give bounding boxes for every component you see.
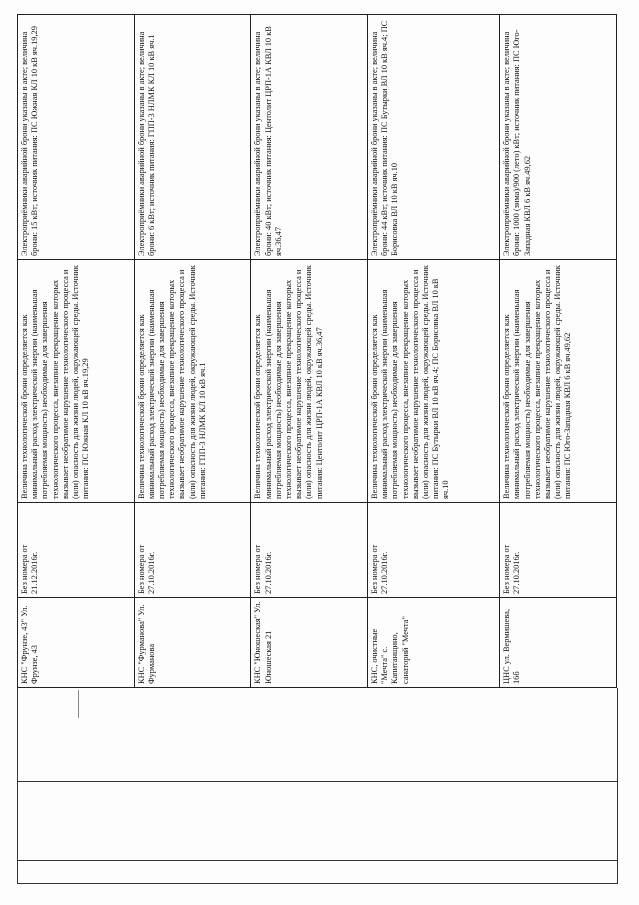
emergency-reserve-text: Электроприёмники аварийной брони указаны в акте; величина брони: 1000 (зима)/900 (лето) кВт; источник питания: ПС Юго-Западная КВЛ 6 кВ яч.49,62 xyxy=(502,29,532,256)
object-cell xyxy=(368,598,500,688)
row-divider xyxy=(17,781,618,782)
emergency-reserve-cell xyxy=(368,15,500,260)
object-text: КНС, очистные "Мечта" с. Капитанщино, санаторий "Мечта" xyxy=(370,616,410,684)
rotated-table-container xyxy=(17,15,617,688)
table-border-right xyxy=(617,688,618,884)
permit-text: Без номера от 27.10.2016г. xyxy=(253,544,273,594)
tech-reserve-text: Величина технологической брони определяется как минимальный расход электрической энергии (наименьшая потребляемая мощность) необходимые для завершения технологического процесса, внезапное прекращение которых вызывает необратимое нарушение технологического процесса и (или) опасность для жизни людей, окружающей среды. Источник питания: ПС Бутырки ВЛ 10 кВ яч.4; ПС Борисовка ВЛ 10 кВ яч.10 xyxy=(370,265,451,499)
tech-reserve-cell xyxy=(368,260,500,503)
emergency-reserve-cell xyxy=(18,15,135,260)
table-row xyxy=(251,15,368,688)
object-text: КНС "Юношеская" Ул. Юношеская 21 xyxy=(253,601,273,684)
tech-reserve-cell xyxy=(500,260,617,503)
permit-cell xyxy=(18,503,135,598)
object-cell xyxy=(18,598,135,688)
object-text: КНС "Фрунзе, 43" Ул. Фрунзе, 43 xyxy=(20,605,40,684)
emergency-reserve-text: Электроприёмники аварийной брони указаны в акте; величина брони: 40 кВт; источник питания: Центолит ЦРП-1А КВЛ 10 кВ яч.36,47 xyxy=(253,26,283,256)
tech-reserve-text: Величина технологической брони определяется как минимальный расход электрической энергии (наименьшая потребляемая мощность) необходимые для завершения технологического процесса, внезапное прекращение которых вызывает необратимое нарушение технологического процесса и (или) опасность для жизни людей, окружающей среды. Источник питания: Центолит ЦРП-1А КВЛ 10 кВ яч.36,47 xyxy=(253,265,324,499)
permit-text: Без номера от 27.10.2016г. xyxy=(502,544,522,594)
tech-reserve-text: Величина технологической брони определяется как минимальный расход электрической энергии (наименьшая потребляемая мощность) необходимые для завершения технологического процесса, внезапное прекращение которых вызывает необратимое нарушение технологического процесса и (или) опасность для жизни людей, окружающей среды. Источник питания: ПС Южная КЛ 10 кВ яч.19,29 xyxy=(20,265,91,499)
permit-cell xyxy=(500,503,617,598)
permit-text: Без номера от 21.12.2016г. xyxy=(20,544,40,594)
row-divider xyxy=(17,860,618,861)
table-row xyxy=(500,15,617,688)
object-cell xyxy=(134,598,251,688)
tech-reserve-text: Величина технологической брони определяется как минимальный расход электрической энергии (наименьшая потребляемая мощность) необходимые для завершения технологического процесса, внезапное прекращение которых вызывает необратимое нарушение технологического процесса и (или) опасность для жизни людей, окружающей среды. Источник питания: ПС Юго-Западная КВЛ 6 кВ яч.49,62 xyxy=(502,265,573,499)
table-row xyxy=(18,15,135,688)
object-text: КНС "Фурманова" Ул. Фурманова xyxy=(136,604,156,684)
tech-reserve-cell xyxy=(251,260,368,503)
table-row xyxy=(134,15,251,688)
permit-cell xyxy=(251,503,368,598)
scan-speck xyxy=(78,690,79,718)
permit-cell xyxy=(368,503,500,598)
emergency-reserve-text: Электроприёмники аварийной брони указаны в акте; величина брони: 44 кВт; источник питания: ПС Бутырки ВЛ 10 кВ яч.4; ПС Борисовка ВЛ 10 кВ яч.10 xyxy=(370,20,400,256)
object-cell xyxy=(500,598,617,688)
tech-reserve-cell xyxy=(18,260,135,503)
emergency-reserve-cell xyxy=(500,15,617,260)
permit-text: Без номера от 27.10.2016г. xyxy=(370,544,390,594)
table-row xyxy=(368,15,500,688)
table-border-left xyxy=(17,688,18,884)
reserve-table xyxy=(17,14,617,688)
table-border-bottom xyxy=(17,883,618,884)
emergency-reserve-text: Электроприёмники аварийной брони указаны в акте; величина брони: 15 кВт; источник питания: ПС Южная КЛ 10 кВ яч.19,29 xyxy=(20,26,40,256)
permit-text: Без номера от 27.10.2016г. xyxy=(136,544,156,594)
emergency-reserve-cell xyxy=(251,15,368,260)
permit-cell xyxy=(134,503,251,598)
object-text: ЦНС ул. Вермишева, 16б xyxy=(502,609,522,684)
object-cell xyxy=(251,598,368,688)
tech-reserve-cell xyxy=(134,260,251,503)
tech-reserve-text: Величина технологической брони определяется как минимальный расход электрической энергии (наименьшая потребляемая мощность) необходимые для завершения технологического процесса, внезапное прекращение которых вызывает необратимое нарушение технологического процесса и (или) опасность для жизни людей, окружающей среды. Источник питания: ГПП-3 НЛМК КЛ 10 кВ яч.1 xyxy=(136,265,207,499)
emergency-reserve-cell xyxy=(134,15,251,260)
emergency-reserve-text: Электроприёмники аварийной брони указаны в акте; величина брони: 6 кВт; источник питания: ГПП-3 НЛМК КЛ 10 кВ яч.1 xyxy=(136,31,156,256)
